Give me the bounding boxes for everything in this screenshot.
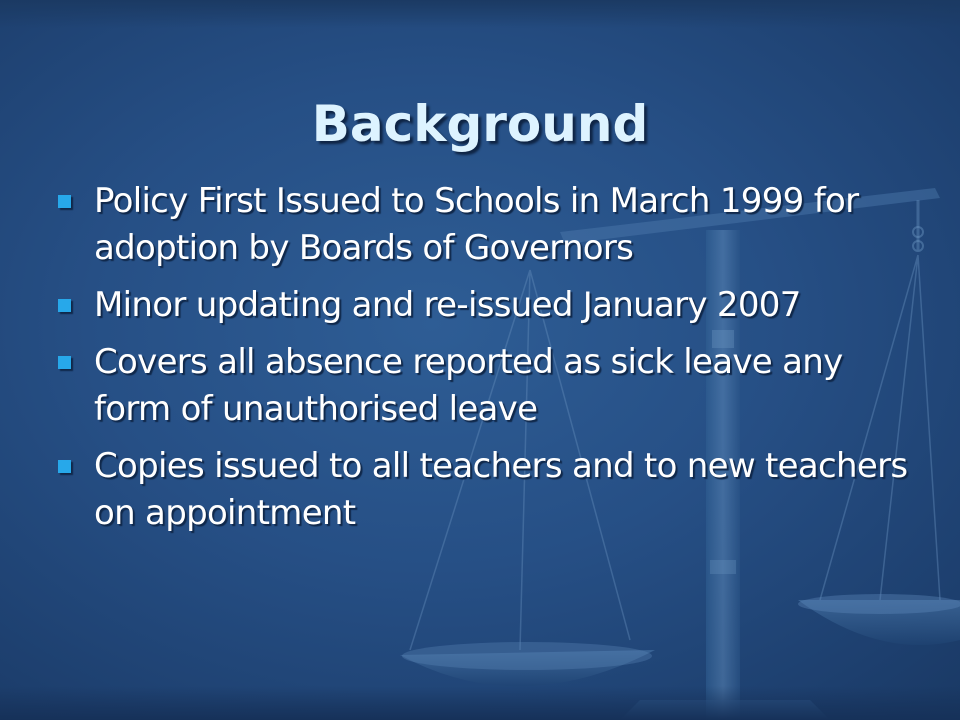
bullet-text: Minor updating and re-issued January 2007: [94, 285, 801, 325]
bullet-text: Copies issued to all teachers and to new teachers on appointment: [94, 446, 908, 533]
bottom-band: [0, 686, 960, 720]
bullet-item: [56, 282, 916, 329]
bullet-item: [56, 339, 916, 433]
square-bullet-icon: [58, 356, 71, 369]
slide-title: Background: [311, 94, 649, 153]
square-bullet-icon: [58, 299, 71, 312]
bullet-list: [56, 178, 916, 547]
bullet-text: Covers all absence reported as sick leave any form of unauthorised leave: [94, 342, 843, 429]
square-bullet-icon: [58, 460, 71, 473]
bullet-item: [56, 178, 916, 272]
square-bullet-icon: [58, 195, 71, 208]
bullet-text: Policy First Issued to Schools in March 1999 for adoption by Boards of Governors: [94, 181, 859, 268]
bullet-item: [56, 443, 916, 537]
